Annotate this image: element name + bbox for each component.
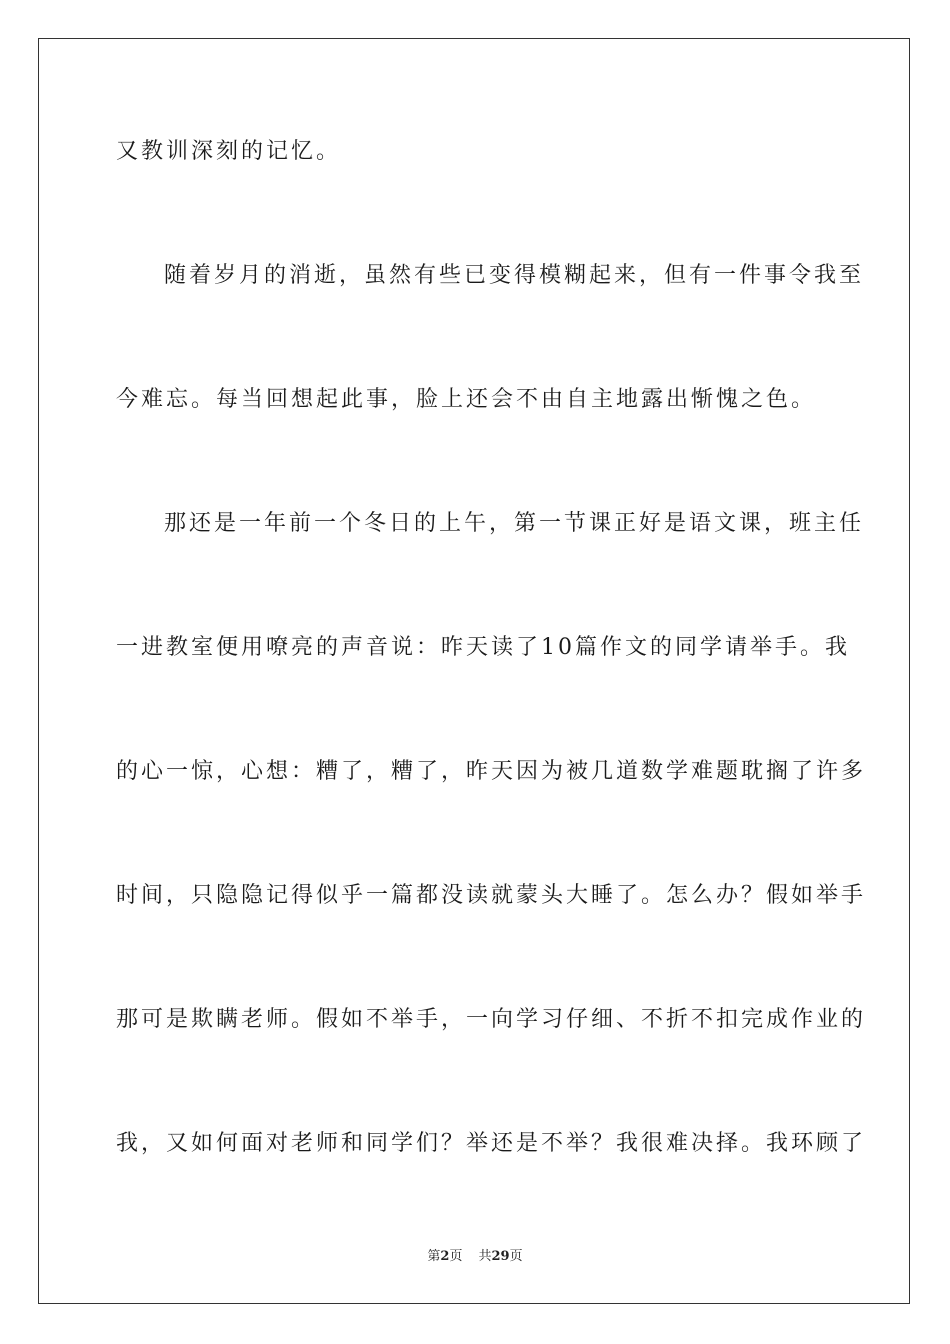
text-line-8: 那可是欺瞒老师。假如不举手，一向学习仔细、不折不扣完成作业的 <box>116 1007 867 1032</box>
footer-page-total: 29 <box>491 1249 510 1264</box>
text-line-4: 那还是一年前一个冬日的上午，第一节课正好是语文课，班主任 <box>164 511 865 536</box>
text-line-9: 我，又如何面对老师和同学们？举还是不举？我很难决择。我环顾了 <box>116 1131 867 1156</box>
text-line-6: 的心一惊，心想：糟了，糟了，昨天因为被几道数学难题耽搁了许多 <box>116 759 867 784</box>
page-footer <box>0 1248 950 1266</box>
footer-total-prefix: 共 <box>478 1249 492 1264</box>
text-line-3: 今难忘。每当回想起此事，脸上还会不由自主地露出惭愧之色。 <box>116 387 817 412</box>
footer-page-current: 2 <box>440 1249 450 1264</box>
text-line-1: 又教训深刻的记忆。 <box>116 139 342 164</box>
footer-page-suffix: 页 <box>449 1249 463 1264</box>
footer-total-suffix: 页 <box>509 1249 523 1264</box>
text-line-5: 一进教室便用嘹亮的声音说：昨天读了10篇作文的同学请举手。我 <box>116 635 850 660</box>
page-border <box>38 38 910 1304</box>
text-line-2: 随着岁月的消逝，虽然有些已变得模糊起来，但有一件事令我至 <box>164 263 865 288</box>
text-line-7: 时间，只隐隐记得似乎一篇都没读就蒙头大睡了。怎么办？假如举手 <box>116 883 867 908</box>
footer-page-prefix: 第 <box>427 1249 441 1264</box>
